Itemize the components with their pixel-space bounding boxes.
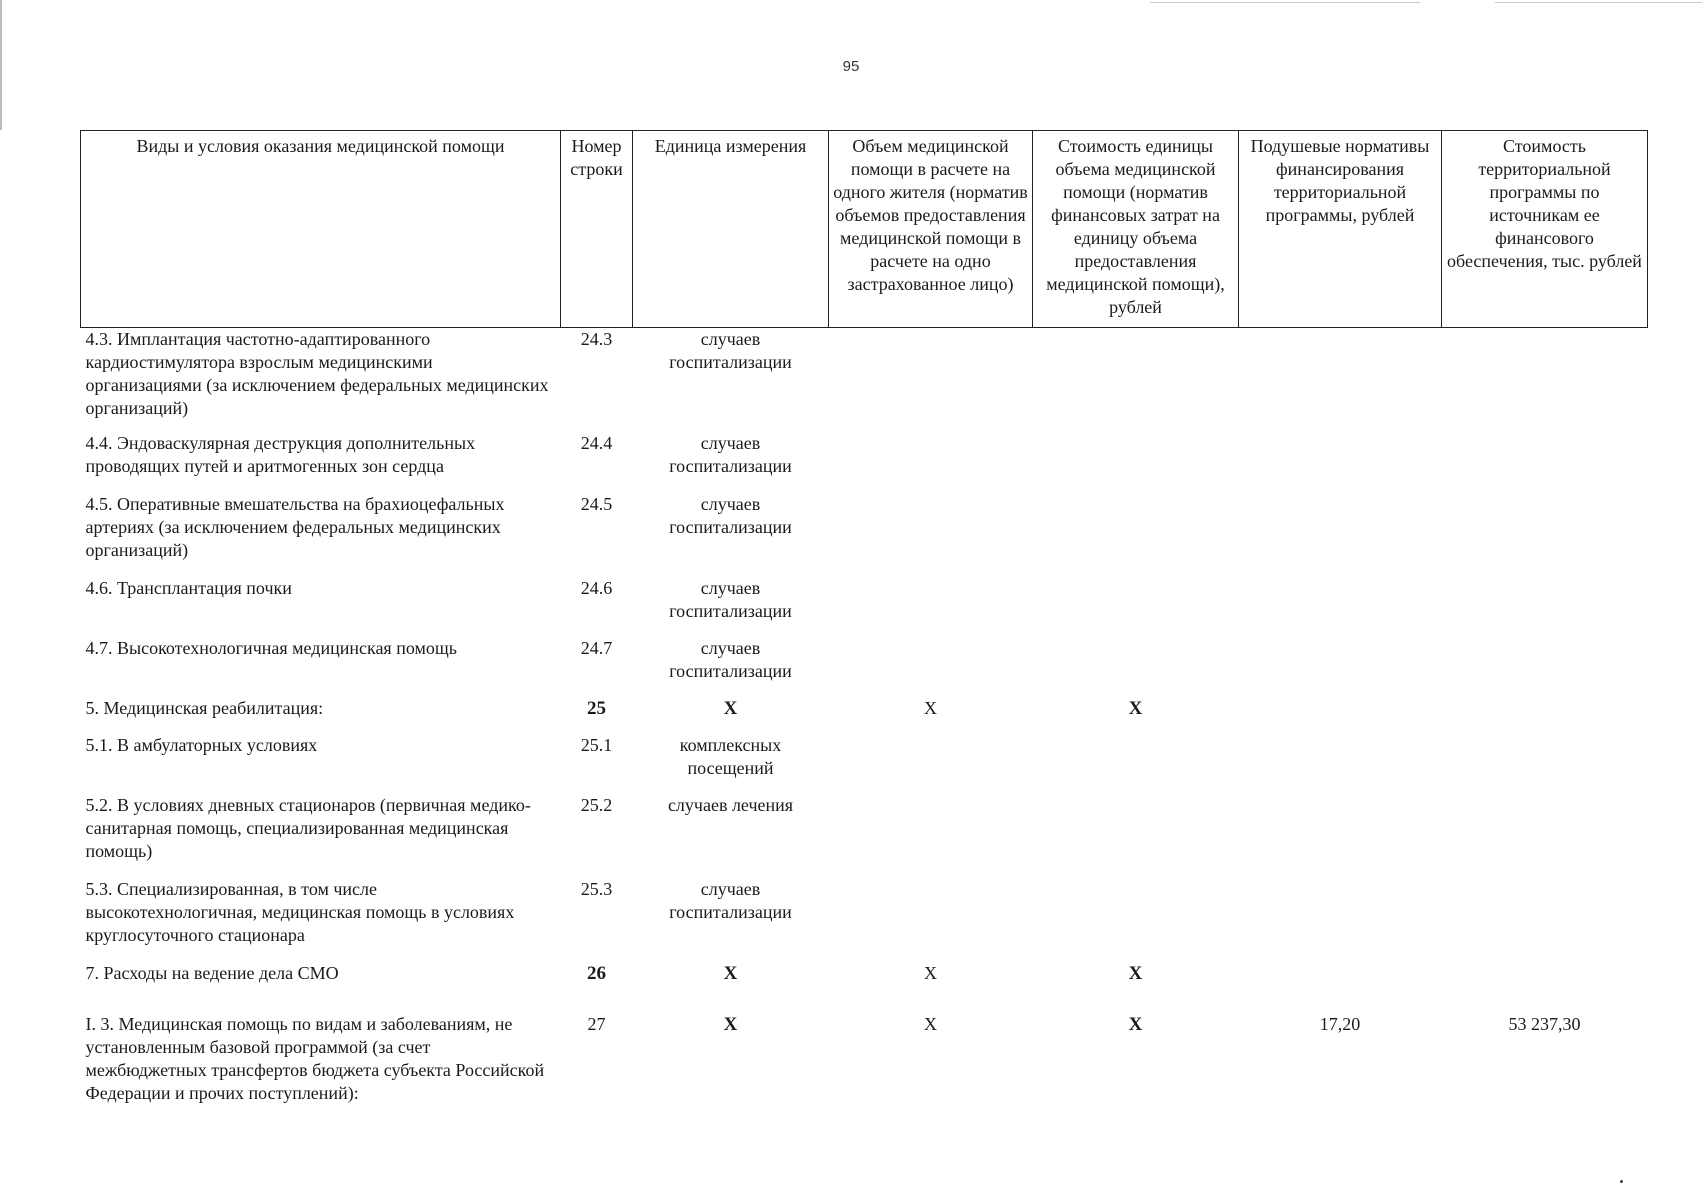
row-volume <box>829 577 1033 637</box>
scan-artifact-top-line-right <box>1495 2 1702 3</box>
row-label: 4.4. Эндоваскулярная деструкция дополнительных проводящих путей и аритмогенных зон сердца <box>85 432 476 476</box>
row-per-capita <box>1239 432 1442 493</box>
table-row <box>81 577 1648 637</box>
scan-artifact-top-line <box>1150 2 1420 3</box>
row-total <box>1442 962 1648 1013</box>
row-unit: случаев госпитализации <box>669 878 792 922</box>
row-total <box>1442 794 1648 878</box>
program-cost-table <box>80 130 1648 1113</box>
table-row <box>81 493 1648 577</box>
row-cost <box>1033 493 1239 577</box>
row-cost: X <box>1128 962 1143 984</box>
table-row <box>81 962 1648 1013</box>
row-volume: X <box>924 962 937 983</box>
row-cost <box>1033 637 1239 697</box>
scan-artifact-dot <box>1620 1180 1623 1183</box>
row-label: 5.1. В амбулаторных условиях <box>85 734 318 755</box>
row-cost: X <box>1128 1013 1143 1035</box>
row-per-capita <box>1239 697 1442 734</box>
row-unit: комплексных посещений <box>679 734 782 778</box>
column-header-program-cost: Стоимость территориальной программы по источникам ее финансового обеспечения, тыс. рублей <box>1442 131 1648 328</box>
row-total: 53 237,30 <box>1508 1013 1581 1034</box>
table-row <box>81 697 1648 734</box>
row-volume: X <box>924 1013 937 1034</box>
row-number: 27 <box>587 1013 606 1034</box>
row-per-capita <box>1239 878 1442 962</box>
row-per-capita <box>1239 734 1442 794</box>
table-row <box>81 1013 1648 1113</box>
row-per-capita <box>1239 493 1442 577</box>
row-label: 5.2. В условиях дневных стационаров (первичная медико-санитарная помощь, специализированная медицинская помощь) <box>85 794 531 861</box>
row-label: 7. Расходы на ведение дела СМО <box>85 962 339 983</box>
row-total <box>1442 577 1648 637</box>
row-label: 4.6. Трансплантация почки <box>85 577 292 598</box>
row-unit: случаев госпитализации <box>669 637 792 681</box>
row-per-capita: 17,20 <box>1319 1013 1361 1034</box>
row-unit: случаев госпитализации <box>669 432 792 476</box>
row-volume <box>829 878 1033 962</box>
row-label: 4.3. Имплантация частотно-адаптированного кардиостимулятора взрослым медицинскими организациями (за исключением федеральных медицинских организаций) <box>85 329 549 418</box>
row-volume <box>829 637 1033 697</box>
row-total <box>1442 328 1648 432</box>
row-number: 25.3 <box>580 878 613 899</box>
row-label: 5. Медицинская реабилитация: <box>85 697 324 718</box>
row-per-capita <box>1239 794 1442 878</box>
row-volume <box>829 794 1033 878</box>
row-number: 24.5 <box>580 493 613 514</box>
row-cost <box>1033 577 1239 637</box>
column-header-care-type: Виды и условия оказания медицинской помощи <box>81 131 561 328</box>
row-number: 24.6 <box>580 577 613 598</box>
row-cost <box>1033 878 1239 962</box>
table-row <box>81 432 1648 493</box>
table-row <box>81 878 1648 962</box>
row-unit: случаев лечения <box>667 794 794 815</box>
row-per-capita <box>1239 962 1442 1013</box>
row-unit: X <box>723 1013 738 1035</box>
row-unit: X <box>723 962 738 984</box>
table-row <box>81 637 1648 697</box>
row-total <box>1442 493 1648 577</box>
row-unit: случаев госпитализации <box>669 329 792 372</box>
row-volume <box>829 432 1033 493</box>
page-number: 95 <box>842 58 860 75</box>
row-total <box>1442 432 1648 493</box>
row-unit: случаев госпитализации <box>669 577 792 621</box>
row-number: 25.2 <box>580 794 613 815</box>
row-number: 25 <box>587 697 606 719</box>
column-header-row-number: Номер строки <box>561 131 633 328</box>
table-row <box>81 328 1648 432</box>
row-cost <box>1033 794 1239 878</box>
row-per-capita <box>1239 328 1442 432</box>
row-number: 26 <box>587 962 606 984</box>
row-number: 24.3 <box>580 329 613 349</box>
row-volume <box>829 493 1033 577</box>
row-label: 4.5. Оперативные вмешательства на брахиоцефальных артериях (за исключением федеральных медицинских организаций) <box>85 493 505 560</box>
row-total <box>1442 878 1648 962</box>
row-number: 25.1 <box>580 734 613 755</box>
row-total <box>1442 734 1648 794</box>
table-row <box>81 734 1648 794</box>
row-number: 24.7 <box>580 637 613 658</box>
row-number: 24.4 <box>580 432 613 453</box>
row-total <box>1442 637 1648 697</box>
row-unit: случаев госпитализации <box>669 493 792 537</box>
row-cost <box>1033 734 1239 794</box>
table-row <box>81 794 1648 878</box>
row-volume <box>829 328 1033 432</box>
column-header-per-capita: Подушевые нормативы финансирования территориальной программы, рублей <box>1239 131 1442 328</box>
row-total <box>1442 697 1648 734</box>
row-cost <box>1033 328 1239 432</box>
row-cost <box>1033 432 1239 493</box>
row-cost: X <box>1128 697 1143 719</box>
row-label: I. 3. Медицинская помощь по видам и заболеваниям, не установленным базовой программой (за счет межбюджетных трансфертов бюджета субъекта Российской Федерации и прочих поступлений): <box>85 1013 545 1103</box>
column-header-volume: Объем медицинской помощи в расчете на одного жителя (норматив объемов предоставления медицинской помощи в расчете на одно застрахованное лицо) <box>829 131 1033 328</box>
row-unit: X <box>723 697 738 719</box>
row-volume: X <box>924 697 937 718</box>
row-label: 5.3. Специализированная, в том числе высокотехнологичная, медицинская помощь в условиях круглосуточного стационара <box>85 878 515 945</box>
table-header-row <box>81 131 1648 328</box>
row-label: 4.7. Высокотехнологичная медицинская помощь <box>85 637 457 658</box>
row-per-capita <box>1239 577 1442 637</box>
row-per-capita <box>1239 637 1442 697</box>
column-header-unit: Единица измерения <box>633 131 829 328</box>
row-volume <box>829 734 1033 794</box>
column-header-unit-cost: Стоимость единицы объема медицинской помощи (норматив финансовых затрат на единицу объема предоставления медицинской помощи), рублей <box>1033 131 1239 328</box>
